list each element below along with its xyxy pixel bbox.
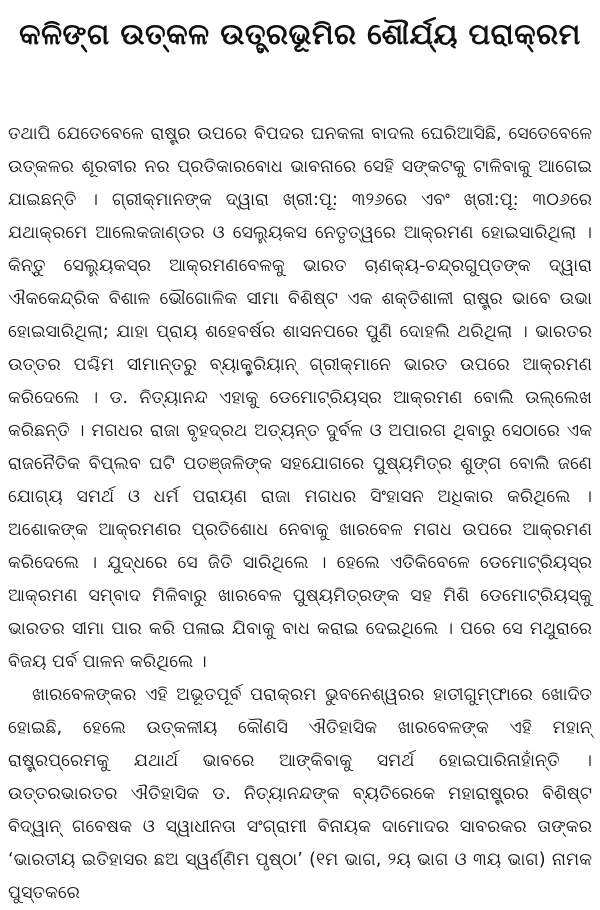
article-body xyxy=(8,118,592,910)
paragraph-1: ତଥାପି ଯେତେବେଳେ ରାଷ୍ଟ୍ର ଉପରେ ବିପଦର ଘନକଳା ବାଦଲ ଘେରିଆସିଛି, ସେତେବେଳେ ଉତ୍କଳର ଶୂରବୀର ନର ପ୍ରତିକାରବୋଧ ଭାବନାରେ ସେହି ସଙ୍କଟକୁ ଟାଳିବାକୁ ଆଗେଇ ଯାଇଛନ୍ତି । ଗ୍ରୀକ୍‌ମାନଙ୍କ ଦ୍ୱାରା ଖ୍ରୀ:ପୂ: ୩୨୬ରେ ଏବଂ ଖ୍ରୀ:ପୂ: ୩୦୬ରେ ଯଥାକ୍ରମେ ଆଲେକଜାଣ୍ଡର ଓ ସେଲ୍ୟୁକସ ନେତୃତ୍ୱରେ ଆକ୍ରମଣ ହୋଇସାରିଥିଲା । କିନ୍ତୁ ସେଲ୍ୟୁକସ୍‌ର ଆକ୍ରମଣବେଳକୁ ଭାରତ ଚାଣକ୍ୟ-ଚନ୍ଦ୍ରଗୁପ୍ତଙ୍କ ଦ୍ୱାରା ଐକକେନ୍ଦ୍ରିକ ବିଶାଳ ଭୌଗୋଳିକ ସୀମା ବିଶିଷ୍ଟ ଏକ ଶକ୍ତିଶାଳୀ ରାଷ୍ଟ୍ର ଭାବେ ଉଭା ହୋଇସାରିଥିଲା; ଯାହା ପ୍ରାୟ ଶହେବର୍ଷର ଶାସନପରେ ପୁଣି ଦୋହଲି ଥରିଥିଲା । ଭାରତର ଉତ୍ତର ପଶ୍ଚିମ ସୀମାନ୍ତରୁ ବ୍ୟାକ୍ଟ୍ରିୟାନ୍ ଗ୍ରୀକ୍‌ମାନେ ଭାରତ ଉପରେ ଆକ୍ରମଣ କରିଦେଲେ । ଡ. ନିତ୍ୟାନନ୍ଦ ଏହାକୁ ଡେମୋଟ୍ରିୟସ୍‌ର ଆକ୍ରମଣ ବୋଲି ଉଲ୍ଲେଖ କରିଛନ୍ତି । ମଗଧର ରାଜା ବୃହଦ୍ରଥ ଅତ୍ୟନ୍ତ ଦୁର୍ବଳ ଓ ଅପାରଗ ଥିବାରୁ ସେଠାରେ ଏକ ରାଜନୈତିକ ବିପ୍ଲବ ଘଟି ପତଞ୍ଜଳିଙ୍କ ସହଯୋଗରେ ପୁଷ୍ୟମିତ୍ର ଶୁଙ୍ଗ ବୋଲି ଜଣେ ଯୋଗ୍ୟ ସମର୍ଥ ଓ ଧର୍ମ ପରାୟଣ ରାଜା ମଗଧର ସିଂହାସନ ଅଧିକାର କରିଥିଲେ । ଅଶୋକଙ୍କ ଆକ୍ରମଣର ପ୍ରତିଶୋଧ ନେବାକୁ ଖାରବେଳ ମଗଧ ଉପରେ ଆକ୍ରମଣ କରିଦେଲେ । ଯୁଦ୍ଧରେ ସେ ଜିତି ସାରିଥିଲେ । ହେଲେ ଏତିକିବେଳେ ଡେମୋଟ୍ରିୟସ୍‌ର ଆକ୍ରମଣ ସମ୍ବାଦ ମିଳିବାରୁ ଖାରବେଳ ପୁଷ୍ୟମିତ୍ରଙ୍କ ସହ ମିଶି ଡେମୋଟ୍ରିୟସ୍‌କୁ ଭାରତର ସୀମା ପାର କରି ପଳାଇ ଯିବାକୁ ବାଧ କରାଇ ଦେଇଥିଲେ । ପରେ ସେ ମଥୁରାରେ ବିଜୟ ପର୍ବ ପାଳନ କରିଥିଲେ । xyxy=(8,124,592,672)
paragraph-2: ଖାରବେଳଙ୍କର ଏହି ଅଭୂତପୂର୍ବ ପରାକ୍ରମ ଭୁବନେଶ୍ୱରର ହାତୀଗୁମ୍ଫାରେ ଖୋଦିତ ହୋଇଛି, ହେଲେ ଉତ୍କଳୀୟ କୌଣସି ଐତିହାସିକ ଖାରବେଳଙ୍କ ଏହି ମହାନ୍ ରାଷ୍ଟ୍ରପ୍ରେମକୁ ଯଥାର୍ଥ ଭାବରେ ଆଙ୍କିବାକୁ ସମର୍ଥ ହୋଇପାରିନାହାଁନ୍ତି । ଉତ୍ତରଭାରତର ଐତିହାସିକ ଡ. ନିତ୍ୟାନନ୍ଦଙ୍କ ବ୍ୟତିରେକେ ମହାରାଷ୍ଟ୍ରର ବିଶିଷ୍ଟ ବିଦ୍ୱାନ୍ ଗବେଷକ ଓ ସ୍ୱାଧୀନତା ସଂଗ୍ରାମୀ ବିନାୟକ ଦାମୋଦର ସାବରକର ତାଙ୍କର ‘ଭାରତୀୟ ଇତିହାସର ଛଅ ସ୍ୱର୍ଣ୍ଣିମ ପୃଷ୍ଠା’ (୧ମ ଭାଗ, ୨ୟ ଭାଗ ଓ ୩ୟ ଭାଗ) ନାମକ ପୁସ୍ତକରେ xyxy=(8,685,592,903)
page-title: କଳିଙ୍ଗ ଉତ୍କଳ ଉତ୍ତ୍ରଭୂମିର ଶୌର୍ଯ୍ୟ ପରାକ୍ରମ xyxy=(19,17,581,51)
